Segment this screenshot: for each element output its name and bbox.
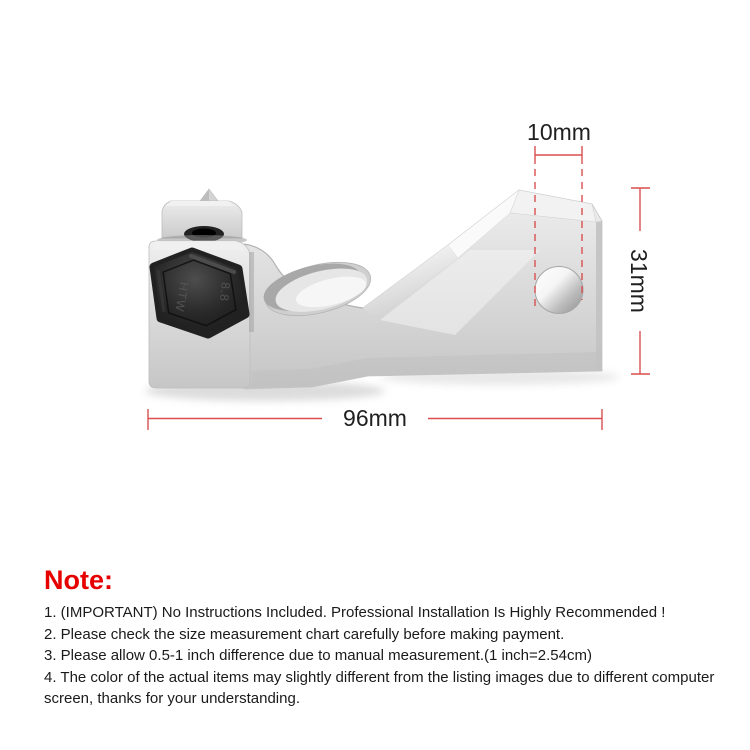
dimension-10mm-label: 10mm — [527, 119, 591, 145]
bracket-body — [244, 190, 602, 389]
bolt-marking-right: 8.8 — [216, 281, 233, 303]
dimension-96mm — [148, 405, 602, 431]
dimension-96mm-label: 96mm — [343, 405, 407, 431]
notes-heading: Note: — [44, 565, 113, 595]
clamp-assembly — [149, 189, 254, 388]
hex-bolt — [154, 252, 245, 334]
note-item-2: 2. Please check the size measurement chart carefully before making payment. — [44, 625, 565, 643]
dimension-31mm-label: 31mm — [626, 249, 652, 313]
note-item-1: 1. (IMPORTANT) No Instructions Included. Professional Installation Is Highly Recommended ! — [44, 604, 666, 622]
dimension-31mm — [626, 188, 652, 374]
note-item-3: 3. Please allow 0.5-1 inch difference due to manual measurement.(1 inch=2.54cm) — [44, 647, 592, 665]
notes-section — [44, 566, 744, 710]
bolt-marking-left: HTW — [172, 280, 192, 314]
mount-hole — [535, 267, 583, 314]
note-item-4: 4. The color of the actual items may slightly different from the listing images due to different computer screen, thanks for your understanding. — [44, 668, 715, 708]
